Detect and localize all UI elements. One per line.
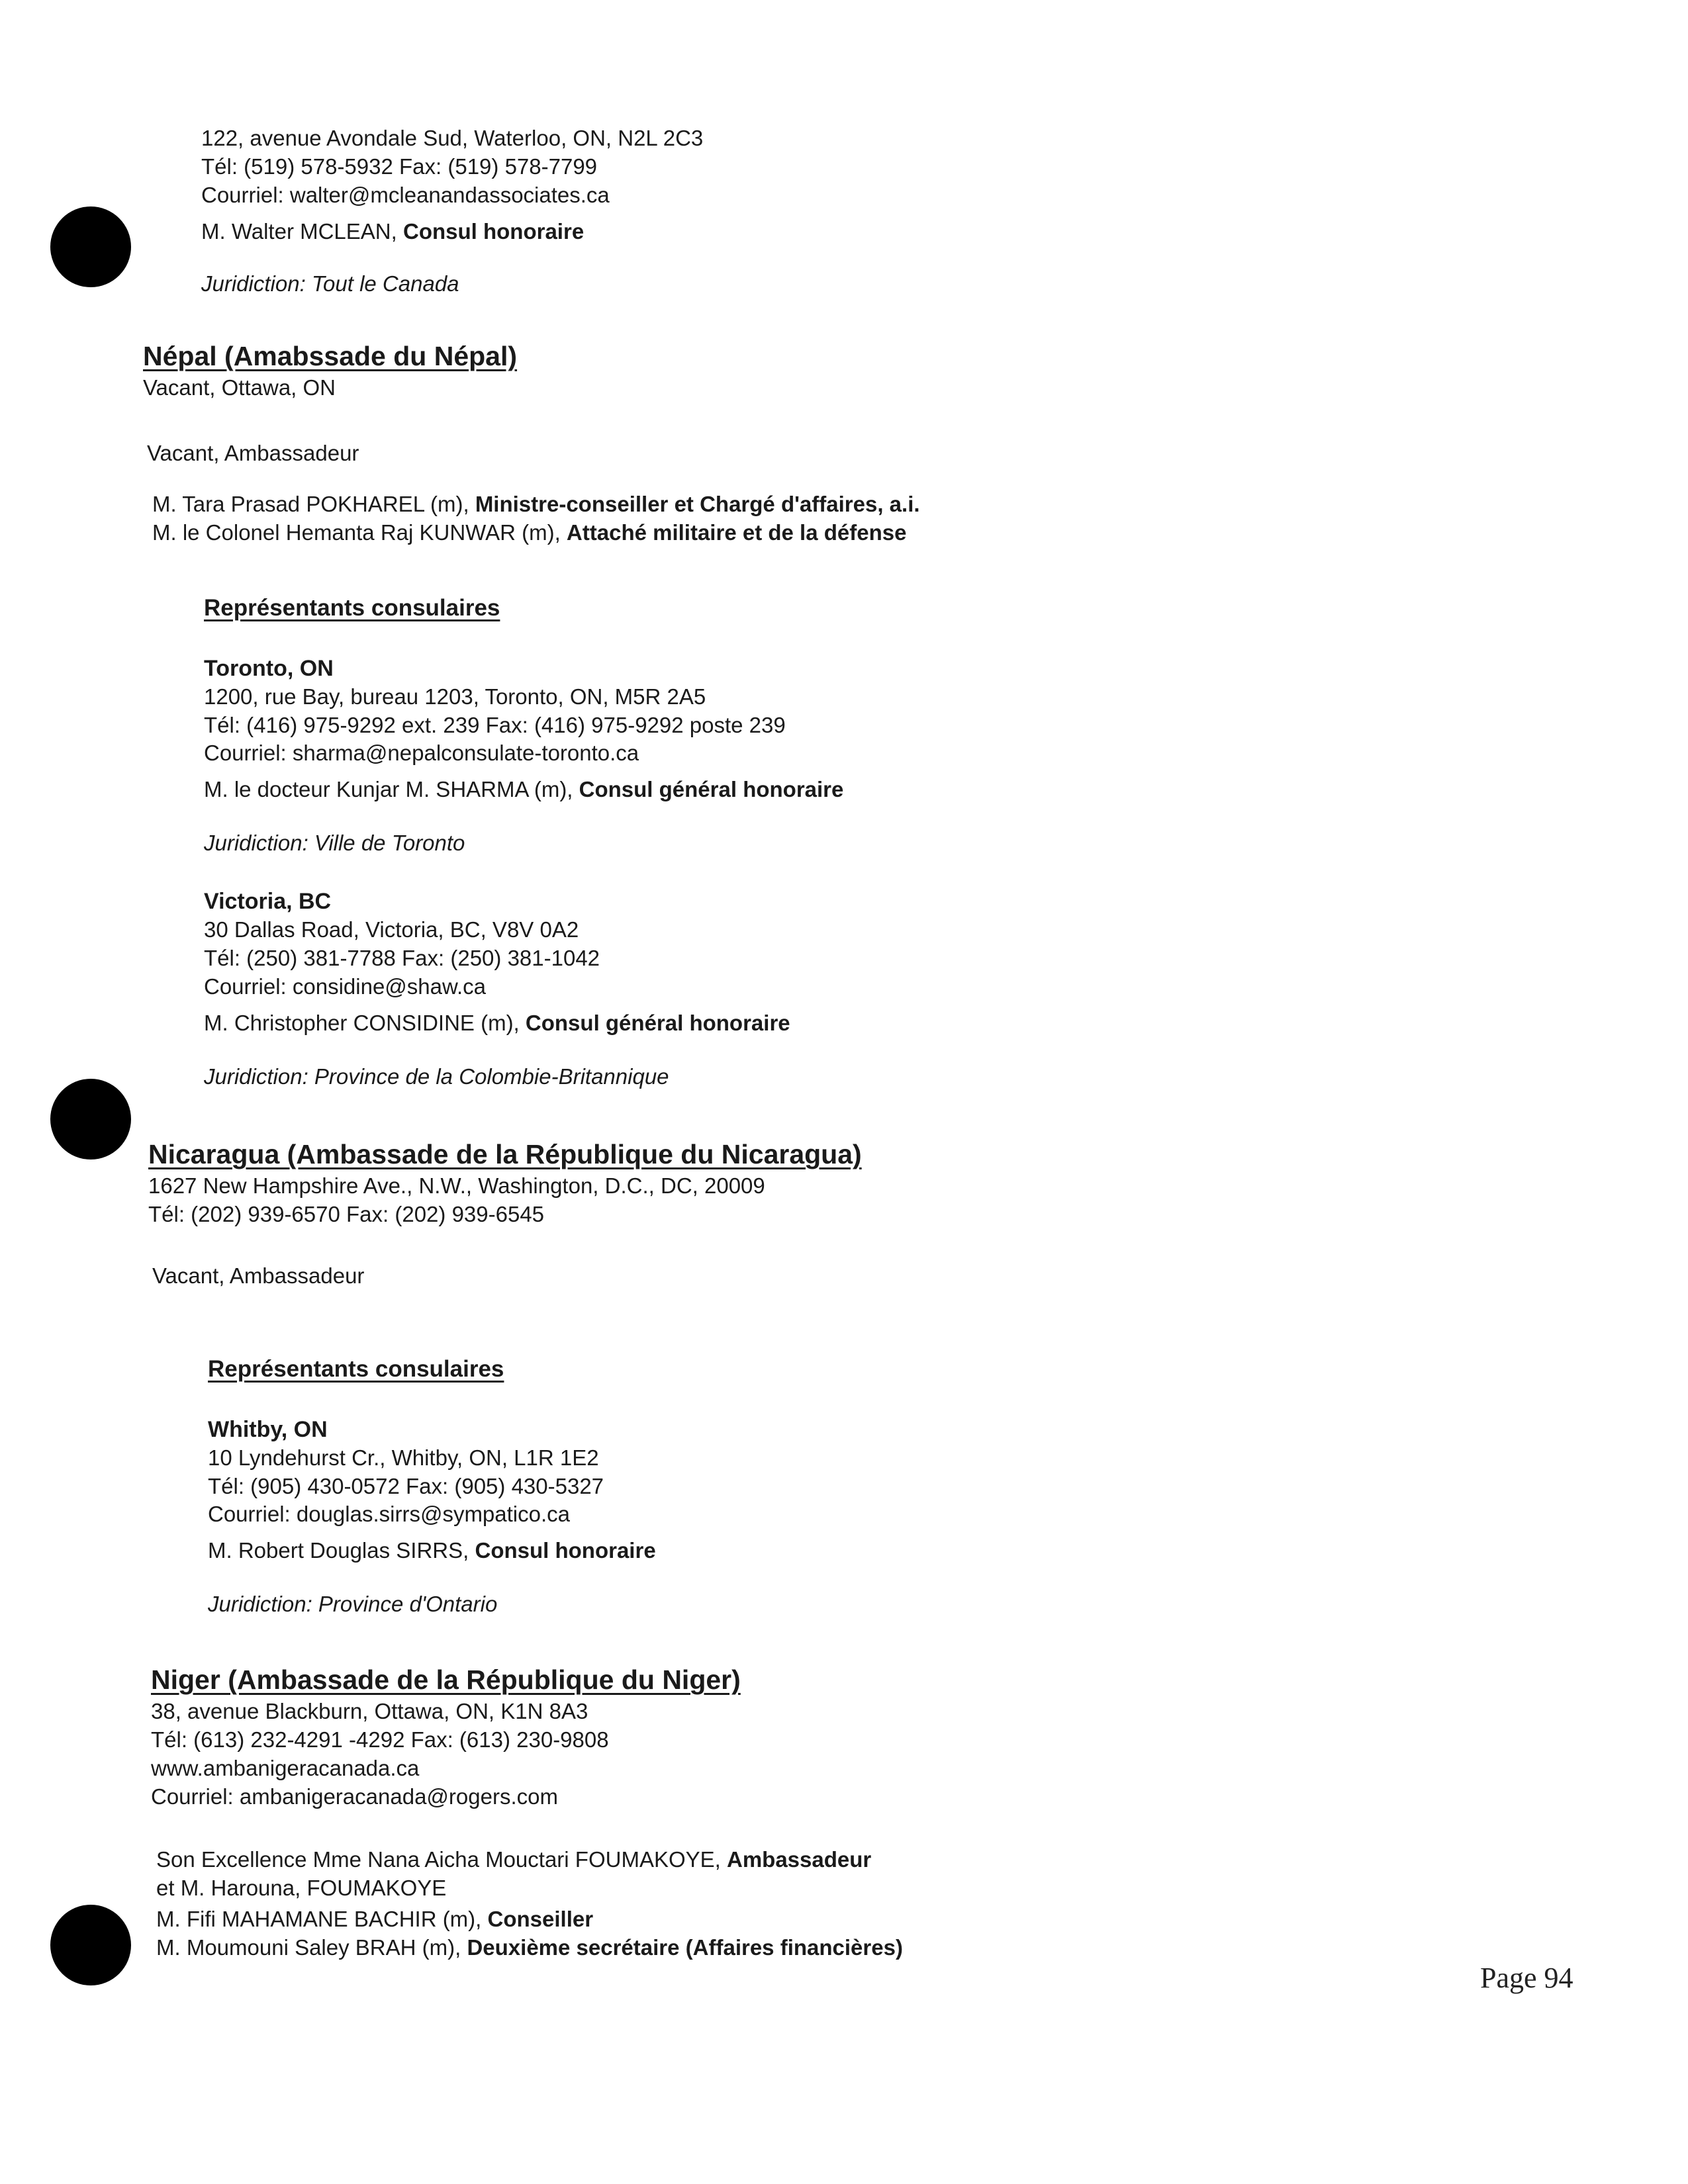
consular-heading: Représentants consulaires [208, 1356, 504, 1382]
consulate-toronto [204, 654, 843, 858]
staff-member: M. le Colonel Hemanta Raj KUNWAR (m), Attaché militaire et de la défense [152, 520, 907, 545]
phone-fax: Tél: (416) 975-9292 ext. 239 Fax: (416) 975-9292 poste 239 [204, 712, 786, 737]
address: 122, avenue Avondale Sud, Waterloo, ON, N2L 2C3 [201, 126, 704, 150]
person: M. Christopher CONSIDINE (m), Consul général honoraire [204, 1011, 790, 1035]
staff-member: M. Moumouni Saley BRAH (m), Deuxième secrétaire (Affaires financières) [156, 1934, 903, 1960]
address: Vacant, Ottawa, ON [143, 375, 336, 400]
consulate-victoria [204, 887, 843, 1091]
jurisdiction: Juridiction: Ville de Toronto [204, 831, 465, 856]
punch-hole [50, 1905, 131, 1985]
city: Victoria, BC [204, 889, 332, 915]
jurisdiction: Juridiction: Tout le Canada [201, 271, 459, 296]
country-heading: Niger (Ambassade de la République du Niger) [151, 1664, 741, 1695]
continued-entry [201, 124, 703, 298]
address: 1200, rue Bay, bureau 1203, Toronto, ON, M5R 2A5 [204, 684, 706, 709]
phone-fax: Tél: (250) 381-7788 Fax: (250) 381-1042 [204, 946, 600, 971]
email: Courriel: ambanigeracanada@rogers.com [151, 1784, 558, 1809]
address: 1627 New Hampshire Ave., N.W., Washington, D.C., DC, 20009 [148, 1173, 765, 1199]
nepal-consular [204, 593, 843, 1091]
staff-member: M. Fifi MAHAMANE BACHIR (m), Conseiller [156, 1906, 594, 1931]
country-heading: Nicaragua (Ambassade de la République du Nicaragua) [148, 1139, 862, 1169]
jurisdiction: Juridiction: Province d'Ontario [208, 1592, 498, 1617]
nicaragua-consular [208, 1354, 656, 1619]
website: www.ambanigeracanada.ca [151, 1756, 420, 1781]
phone-fax: Tél: (202) 939-6570 Fax: (202) 939-6545 [148, 1202, 545, 1227]
country-heading: Népal (Amabssade du Népal) [143, 341, 518, 371]
phone-fax: Tél: (613) 232-4291 -4292 Fax: (613) 230-9808 [151, 1727, 609, 1752]
niger-section [151, 1662, 903, 1962]
phone-fax: Tél: (519) 578-5932 Fax: (519) 578-7799 [201, 154, 598, 179]
page-number: Page 94 [1480, 1962, 1573, 1994]
ambassador: Vacant, Ambassadeur [147, 441, 359, 466]
punch-hole [50, 206, 131, 287]
nepal-section [143, 339, 920, 547]
email: Courriel: considine@shaw.ca [204, 974, 487, 999]
email: Courriel: walter@mcleanandassociates.ca [201, 182, 610, 207]
city: Toronto, ON [204, 655, 334, 681]
staff-list [156, 1846, 903, 1962]
person: M. Walter MCLEAN, Consul honoraire [201, 218, 585, 244]
address: 30 Dallas Road, Victoria, BC, V8V 0A2 [204, 917, 579, 942]
ambassador: Vacant, Ambassadeur [152, 1263, 365, 1289]
staff-member: Son Excellence Mme Nana Aicha Mouctari FOUMAKOYE, Ambassadeur [156, 1846, 872, 1872]
consulate-whitby [208, 1415, 656, 1619]
address: 38, avenue Blackburn, Ottawa, ON, K1N 8A3 [151, 1699, 588, 1724]
email: Courriel: sharma@nepalconsulate-toronto.ca [204, 741, 639, 766]
staff-member: M. Tara Prasad POKHAREL (m), Ministre-conseiller et Chargé d'affaires, a.i. [152, 492, 920, 517]
jurisdiction: Juridiction: Province de la Colombie-Britannique [204, 1064, 669, 1089]
punch-hole [50, 1079, 131, 1160]
address: 10 Lyndehurst Cr., Whitby, ON, L1R 1E2 [208, 1445, 599, 1470]
nicaragua-section [148, 1137, 862, 1291]
person: M. le docteur Kunjar M. SHARMA (m), Consul général honoraire [204, 777, 844, 802]
city: Whitby, ON [208, 1416, 328, 1442]
phone-fax: Tél: (905) 430-0572 Fax: (905) 430-5327 [208, 1473, 604, 1498]
consular-heading: Représentants consulaires [204, 595, 500, 621]
staff-member: et M. Harouna, FOUMAKOYE [156, 1875, 447, 1900]
person: M. Robert Douglas SIRRS, Consul honoraire [208, 1538, 656, 1563]
email: Courriel: douglas.sirrs@sympatico.ca [208, 1502, 571, 1527]
